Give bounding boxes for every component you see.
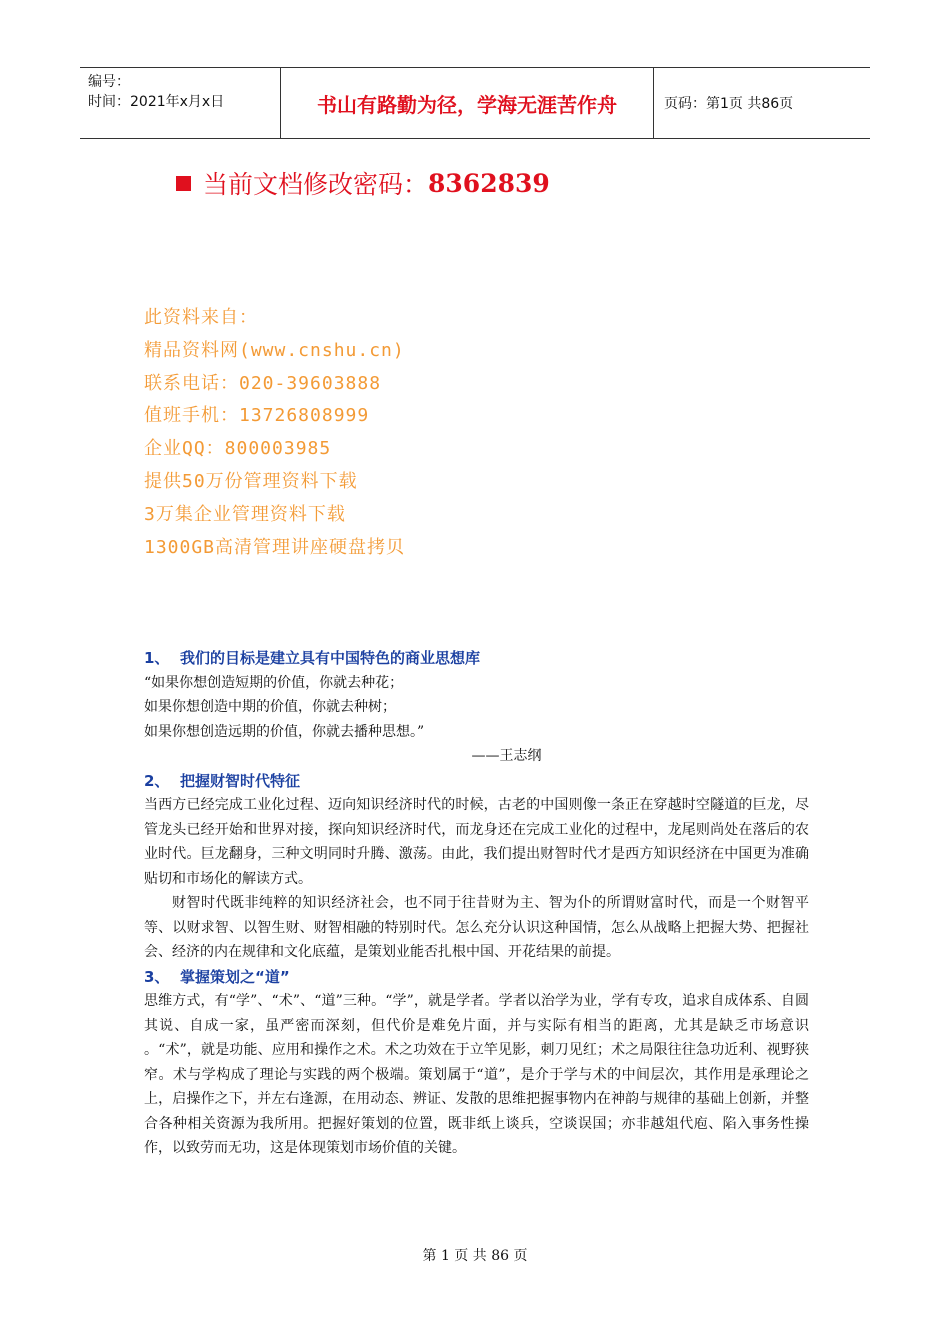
header-motto: 书山有路勤为径，学海无涯苦作舟	[280, 68, 654, 138]
source-line: 企业QQ：800003985	[144, 438, 332, 460]
source-line: 提供50万份管理资料下载	[144, 470, 358, 492]
quote-line: “如果你想创造短期的价值，你就去种花；	[144, 674, 404, 691]
source-info	[144, 302, 405, 564]
section-heading-2	[144, 769, 809, 794]
section-title: 把握财智时代特征	[180, 771, 301, 790]
password-line	[176, 165, 550, 201]
document-header	[80, 67, 870, 139]
password-value: 8362839	[428, 168, 550, 198]
number-label: 编号：	[88, 74, 130, 90]
paragraph: 当西方已经完成工业化过程、迈向知识经济时代的时候，古老的中国则像一条正在穿越时空隧道的巨龙，尽管龙头已经开始和世界对接，探向知识经济时代，而龙身还在完成工业化的过程中，龙尾则尚处在落后的农业时代。巨龙翻身，三种文明同时升腾、激荡。由此，我们提出财智时代才是西方知识经济在中国更为准确贴切和市场化的解读方式。	[144, 797, 809, 887]
section-number: 2、	[144, 771, 170, 790]
source-line: 联系电话：020-39603888	[144, 372, 382, 394]
section-title: 掌握策划之“道”	[180, 967, 290, 986]
paragraph: 财智时代既非纯粹的知识经济社会，也不同于往昔财为主、智为仆的所谓财富时代，而是一个财智平等、以财求智、以智生财、财智相融的特别时代。怎么充分认识这种国情，怎么从战略上把握大势、把握社会、经济的内在规律和文化底蕴，是策划业能否扎根中国、开花结果的前提。	[144, 895, 809, 960]
section-number: 3、	[144, 967, 170, 986]
header-meta	[80, 68, 280, 138]
quote-signature: ——王志纲	[471, 748, 542, 764]
source-line: 此资料来自：	[144, 307, 258, 328]
source-line: 精品资料网(www.cnshu.cn)	[144, 339, 405, 361]
page-footer: 第 1 页 共 86 页	[422, 1248, 528, 1264]
source-line: 3万集企业管理资料下载	[144, 503, 346, 525]
section-title: 我们的目标是建立具有中国特色的商业思想库	[180, 649, 481, 667]
quote-line: 如果你想创造远期的价值，你就去播种思想。”	[144, 723, 425, 740]
document-body	[144, 646, 809, 1161]
section-number: 1、	[144, 649, 170, 667]
square-bullet-icon	[176, 176, 191, 191]
section-heading-3	[144, 965, 809, 990]
section-heading-1	[144, 646, 809, 671]
header-page-info: 页码：第1页 共86页	[664, 96, 794, 112]
quote-line: 如果你想创造中期的价值，你就去种树；	[144, 699, 396, 715]
password-label: 当前文档修改密码：	[203, 170, 429, 199]
paragraph: 思维方式，有“学”、“术”、“道”三种。“学”，就是学者。学者以治学为业，学有专攻，追求自成体系、自圆其说、自成一家，虽严密而深刻，但代价是难免片面，并与实际有相当的距离，尤其是缺乏市场意识 。“术”，就是功能、应用和操作之术。术之功效在于立竿见影，刺刀见红；术之局限往往急功近利、视野狭窄。术与学构成了理论与实践的两个极端。策划属于“道”，是介于学与术的中间层次，其作用是承理论之上，启操作之下，并左右逢源，在用动态、辨证、发散的思维把握事物内在神韵与规律的基础上创新，并整合各种相关资源为我所用。把握好策划的位置，既非纸上谈兵，空谈误国；亦非越俎代庖、陷入事务性操作，以致劳而无功，这是体现策划市场价值的关键。	[144, 993, 809, 1156]
source-line: 1300GB高清管理讲座硬盘拷贝	[144, 536, 406, 558]
source-line: 值班手机：13726808999	[144, 405, 370, 427]
time-label: 时间：2021年x月x日	[88, 94, 225, 110]
